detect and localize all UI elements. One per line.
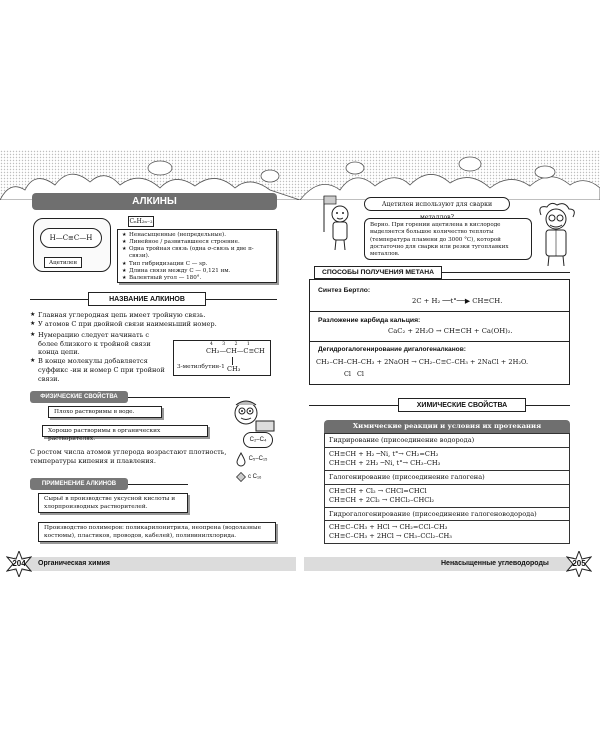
scientist-with-flag-icon [318,192,356,252]
naming-rules [30,311,276,328]
left-footer-text: Органическая химия [38,560,111,567]
scientist-peeking-icon [226,397,276,433]
phase-solid-label: с C₁₆ [248,474,262,480]
phase-solid [236,470,272,486]
methods-title-line [442,272,570,273]
general-formula: CₙH₂ₙ₋₂ [129,218,153,225]
crystal-icon [236,472,246,482]
method-equation: 2C + H₂ ──t°──▶ CH≡CH. [412,297,503,305]
structure-branch: CH₃ [227,365,241,373]
structure-main-chain: CH₃—CH—C≡CH [206,347,265,355]
reaction-equation: CH≡CH + Cl₂ → CHCl=CHCl [329,486,427,495]
naming-rule: ★ Нумерацию следует начинать с более близкого к тройной связи конца цепи. [30,331,166,357]
table-row [325,448,570,471]
applications-title: ПРИМЕНЕНИЕ АЛКИНОВ [30,478,128,490]
page-number-right [566,551,592,577]
method-equation: CH₂–CH–CH–CH₃ + 2NaOH → CH₂–C≡C–CH₃ + 2NaCl + 2H₂O. [316,358,529,366]
physical-properties-title: ФИЗИЧЕСКИЕ СВОЙСТВА [30,391,128,403]
table-row [325,507,570,521]
table-row [325,470,570,484]
reactions-table [324,420,570,544]
property-item: ★ Тип гибридизации C — sp. [122,261,272,268]
applications-title-line [128,484,188,485]
naming-rules-cont [30,331,166,383]
page-title: АЛКИНЫ [32,193,277,210]
property-item: ★ Линейное / развитавшееся строение. [122,239,272,246]
alkyne-properties [117,229,277,283]
structure-name: 3-метилбутин-1 [177,364,225,370]
reactions-table-body [324,433,570,544]
method-name: Разложение карбида кальция: [318,317,421,324]
phase-liquid [236,452,272,468]
application-item: Сырьё в производстве уксусной кислоты и хлорпроизводных растворителей. [38,493,188,513]
reactions-table-header: Химические реакции и условия их протекания [324,420,570,433]
physical-item: Плохо растворимы в воде. [48,406,162,418]
naming-section-title: НАЗВАНИЕ АЛКИНОВ [88,292,206,306]
professor-icon [533,201,579,267]
acetylene-formula: H—C≡C—H [40,228,102,248]
phase-gas: C₂–C₄ [243,432,273,448]
reaction-equation: CH≡CH + 2Cl₂ → CHCl₂–CHCl₂ [329,495,435,504]
physical-title-line [128,397,230,398]
property-item: ★ Одна тройная связь (одна σ-связь и две π-связи). [122,246,272,260]
application-item: Производство полимеров: поликарилонитрила, неопрена (водолазные костюмы), пластиков, проводов, кабелей), поливинилхлорида. [38,522,276,542]
structure-bond [232,357,233,365]
reaction-equation: CH≡C–CH₃ + HCl → CH₂=CCl–CH₃ [329,523,448,532]
carbon-numbers: 4 3 2 1 [210,342,250,347]
speech-bubble-question: Ацетилен используют для сварки [364,197,510,211]
page-number-left-text: 204 [12,558,26,568]
method-equation: CaC₂ + 2H₂O → CH≡CH + Ca(OH)₂. [388,327,513,335]
growth-text: С ростом числа атомов углерода возрастают плотность, температуры кипения и плавления. [30,448,227,465]
reaction-equation: CH≡CH + H₂ ─Ni, t°→ CH₂=CH₂ [329,450,439,459]
reaction-type: Галогенирование (присоединение галогена) [325,470,570,484]
naming-rule: ★ Главная углеродная цепь имеет тройную связь. [30,311,276,320]
reaction-equations [325,521,570,544]
reaction-equations [325,484,570,507]
method-divider [309,341,570,342]
property-item: ★ Валентный угол — 180°. [122,275,272,282]
chem-properties-title: ХИМИЧЕСКИЕ СВОЙСТВА [398,398,526,412]
method-divider [309,311,570,312]
acetylene-label: Ацетилен [44,257,82,268]
table-row [325,521,570,544]
reaction-type: Гидрогалогенирование (присоединение галогеноводорода) [325,507,570,521]
page-number-right-text: 205 [572,558,586,568]
speech-bubble-answer: Верно. При горении ацетилена в кислороде выделяется большое количество теплоты (температура пламени до 3000 °C), которой достаточно для сварки или резки тугоплавких металлов. [364,218,532,260]
reaction-type: Гидрирование (присоединение водорода) [325,434,570,448]
method-name: Синтез Бертло: [318,287,371,294]
reaction-equation: CH≡C–CH₃ + 2HCl → CH₃–CCl₂–CH₃ [329,532,452,541]
property-item: ★ Длина связи между C — 0,121 нм. [122,268,272,275]
table-row [325,484,570,507]
naming-rule: ★ В конце молекулы добавляется суффикс -ин и номер C при тройной связи. [30,357,166,383]
droplet-icon [236,452,246,467]
reaction-equation: CH≡CH + 2H₂ ─Ni, t°→ CH₃–CH₃ [329,458,441,467]
methods-title: СПОСОБЫ ПОЛУЧЕНИЯ МЕТАНА [314,266,442,279]
physical-item: Хорошо растворимы в органических растворителях. [42,425,208,437]
property-item: ★ Ненасыщенные (непредельные). [122,232,272,239]
naming-rule: ★ У атомов C при двойной связи наименьший номер. [30,320,276,329]
method-name: Дегидрогалогенирование дигалогеналканов: [318,346,466,353]
reaction-equations [325,448,570,471]
right-footer-text: Ненасыщенные углеводороды [441,560,549,567]
phase-liquid-label: C₅–C₁₅ [248,456,268,462]
method-substituents: Cl Cl [344,370,364,378]
page-number-left [6,551,32,577]
example-structure [173,340,271,376]
table-row [325,434,570,448]
